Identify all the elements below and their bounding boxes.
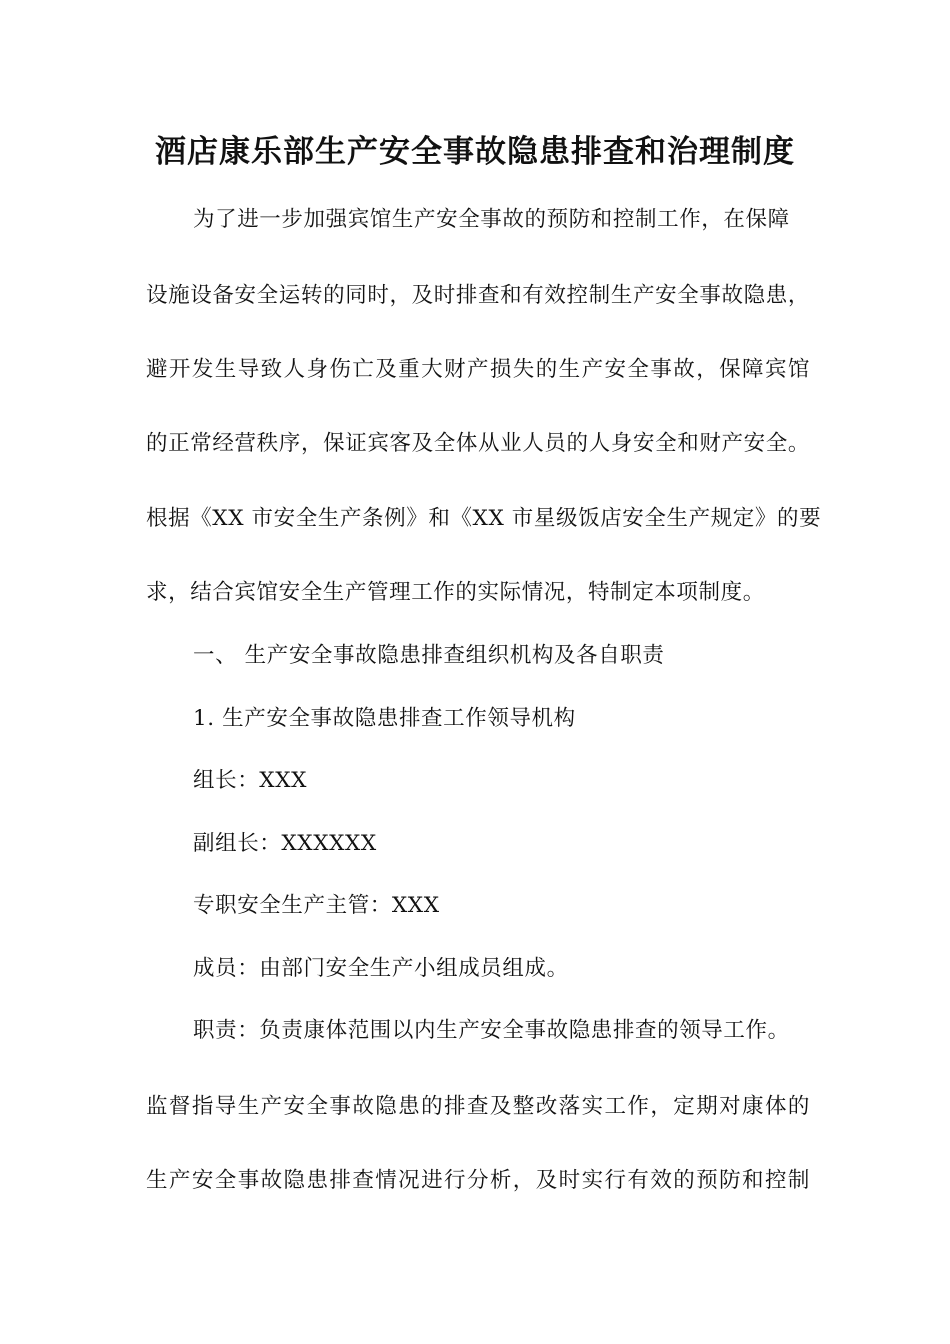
paragraph-line: 生产安全事故隐患排查情况进行分析，及时实行有效的预防和控制 [146,1168,810,1193]
paragraph-line: 根据《XX 市安全生产条例》和《XX 市星级饭店安全生产规定》的要 [146,506,822,531]
paragraph-line: 监督指导生产安全事故隐患的排查及整改落实工作，定期对康体的 [146,1094,810,1119]
paragraph-line: 为了进一步加强宾馆生产安全事故的预防和控制工作，在保障 [193,207,790,232]
paragraph-line: 职责：负责康体范围以内生产安全事故隐患排查的领导工作。 [193,1018,790,1043]
section-heading: 一、 生产安全事故隐患排查组织机构及各自职责 [193,643,665,668]
list-item: 成员：由部门安全生产小组成员组成。 [193,956,569,981]
subsection-heading: 1. 生产安全事故隐患排查工作领导机构 [193,706,576,731]
paragraph-line: 的正常经营秩序，保证宾客及全体从业人员的人身安全和财产安全。 [146,431,810,456]
paragraph-line: 设施设备安全运转的同时，及时排查和有效控制生产安全事故隐患， [146,283,810,308]
list-item: 副组长：XXXXXX [193,831,377,856]
paragraph-line: 避开发生导致人身伤亡及重大财产损失的生产安全事故，保障宾馆 [146,357,810,382]
list-item: 组长：XXX [193,768,308,793]
document-title: 酒店康乐部生产安全事故隐患排查和治理制度 [155,134,795,170]
paragraph-line: 求，结合宾馆安全生产管理工作的实际情况，特制定本项制度。 [146,580,765,605]
list-item: 专职安全生产主管：XXX [193,893,440,918]
